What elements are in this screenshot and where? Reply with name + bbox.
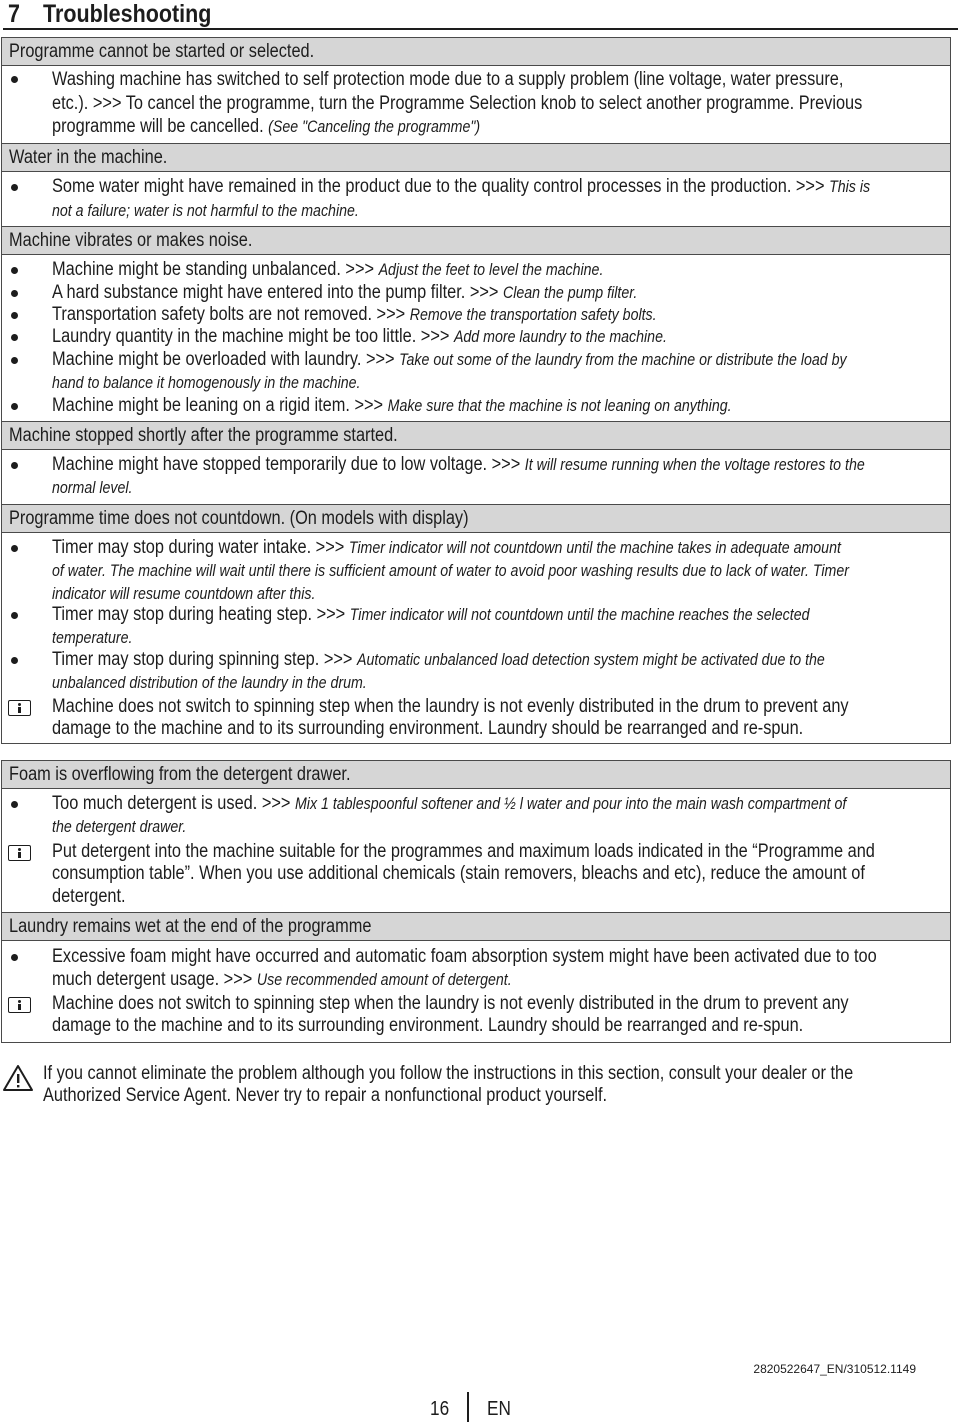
heading-foam-overflowing: Foam is overflowing from the detergent drawer. xyxy=(2,761,950,789)
page-language: EN xyxy=(487,1398,511,1420)
page-separator xyxy=(467,1392,469,1422)
list-item: Timer may stop during spinning step. >>> Automatic unbalanced load detection system might be activated due to the xyxy=(52,649,825,670)
info-note: Machine does not switch to spinning step when the laundry is not evenly distributed in the drum to prevent any xyxy=(52,993,849,1014)
bullet xyxy=(11,290,18,297)
info-icon xyxy=(8,845,31,861)
list-item-continuation: indicator will resume countdown after this. xyxy=(52,585,316,603)
info-icon xyxy=(8,700,31,716)
heading-laundry-wet: Laundry remains wet at the end of the programme xyxy=(2,912,950,941)
list-item-continuation: not a failure; water is not harmful to the machine. xyxy=(52,202,359,220)
list-item-continuation: much detergent usage. >>> Use recommended amount of detergent. xyxy=(52,969,512,990)
list-item: Too much detergent is used. >>> Mix 1 tablespoonful softener and ½ l water and pour into the main wash compartment of xyxy=(52,793,847,814)
page-number: 16 xyxy=(430,1398,450,1420)
heading-programme-cannot-start: Programme cannot be started or selected. xyxy=(2,38,950,66)
bullet xyxy=(11,657,18,664)
info-note-continuation: consumption table”. When you use additional chemicals (stain removers, bleachs and etc), reduce the amount of xyxy=(52,863,865,884)
info-note-continuation: damage to the machine and to its surrounding environment. Laundry should be rearranged and re-spun. xyxy=(52,718,804,739)
info-note: Machine does not switch to spinning step when the laundry is not evenly distributed in the drum to prevent any xyxy=(52,696,849,717)
info-icon xyxy=(8,997,31,1013)
info-note-continuation: detergent. xyxy=(52,886,126,907)
list-item-continuation: temperature. xyxy=(52,629,133,647)
bullet xyxy=(11,403,18,410)
heading-water-in-machine: Water in the machine. xyxy=(2,143,950,172)
list-item-continuation: normal level. xyxy=(52,479,133,497)
section-title-bar xyxy=(3,0,958,30)
list-item-continuation: of water. The machine will wait until there is sufficient amount of water to avoid poor washing results due to lack of water. Timer xyxy=(52,562,849,580)
list-item-continuation: etc.). >>> To cancel the programme, turn the Programme Selection knob to select another programme. Previous xyxy=(52,93,863,114)
bullet xyxy=(11,462,18,469)
list-item: Machine might be leaning on a rigid item. >>> Make sure that the machine is not leaning on anything. xyxy=(52,395,732,416)
list-item: Washing machine has switched to self protection mode due to a supply problem (line voltage, water pressure, xyxy=(52,69,844,90)
list-item: Laundry quantity in the machine might be too little. >>> Add more laundry to the machine. xyxy=(52,326,667,347)
bullet xyxy=(11,184,18,191)
list-item-continuation: hand to balance it homogenously in the machine. xyxy=(52,374,361,392)
bullet xyxy=(11,267,18,274)
bullet xyxy=(11,312,18,319)
bullet xyxy=(11,334,18,341)
list-item: Timer may stop during water intake. >>> Timer indicator will not countdown until the machine takes in adequate amount xyxy=(52,537,841,558)
bullet xyxy=(11,954,18,961)
list-item: Timer may stop during heating step. >>> Timer indicator will not countdown until the machine reaches the selected xyxy=(52,604,810,625)
list-item-continuation: unbalanced distribution of the laundry in the drum. xyxy=(52,674,367,692)
list-item: A hard substance might have entered into the pump filter. >>> Clean the pump filter. xyxy=(52,282,638,303)
document-code: 2820522647_EN/310512.1149 xyxy=(753,1362,916,1376)
heading-time-not-countdown: Programme time does not countdown. (On models with display) xyxy=(2,504,950,533)
troubleshooting-table-secondary xyxy=(1,760,951,1043)
info-note: Put detergent into the machine suitable for the programmes and maximum loads indicated in the “Programme and xyxy=(52,841,875,862)
troubleshooting-table-main xyxy=(1,37,951,744)
section-title: Troubleshooting xyxy=(43,0,212,28)
heading-vibrates-noise: Machine vibrates or makes noise. xyxy=(2,226,950,255)
bullet xyxy=(11,357,18,364)
bullet xyxy=(11,545,18,552)
info-note-continuation: damage to the machine and to its surrounding environment. Laundry should be rearranged and re-spun. xyxy=(52,1015,804,1036)
list-item-continuation: the detergent drawer. xyxy=(52,818,187,836)
warning-text-line: If you cannot eliminate the problem although you follow the instructions in this section, consult your dealer or the xyxy=(43,1063,854,1084)
warning-text-line: Authorized Service Agent. Never try to repair a nonfunctional product yourself. xyxy=(43,1085,608,1106)
list-item-continuation: programme will be cancelled. (See "Canceling the programme") xyxy=(52,116,481,137)
warning-triangle-icon xyxy=(2,1064,34,1092)
list-item: Excessive foam might have occurred and automatic foam absorption system might have been activated due to too xyxy=(52,946,877,967)
list-item: Machine might have stopped temporarily due to low voltage. >>> It will resume running when the voltage restores to the xyxy=(52,454,865,475)
list-item: Transportation safety bolts are not removed. >>> Remove the transportation safety bolts. xyxy=(52,304,657,325)
bullet xyxy=(11,612,18,619)
bullet xyxy=(11,801,18,808)
heading-stopped-shortly: Machine stopped shortly after the programme started. xyxy=(2,421,950,450)
list-item: Some water might have remained in the product due to the quality control processes in the production. >>> This is xyxy=(52,176,871,197)
section-number: 7 xyxy=(8,0,20,28)
list-item: Machine might be standing unbalanced. >>> Adjust the feet to level the machine. xyxy=(52,259,604,280)
list-item: Machine might be overloaded with laundry. >>> Take out some of the laundry from the machine or distribute the load by xyxy=(52,349,847,370)
bullet xyxy=(11,76,18,83)
